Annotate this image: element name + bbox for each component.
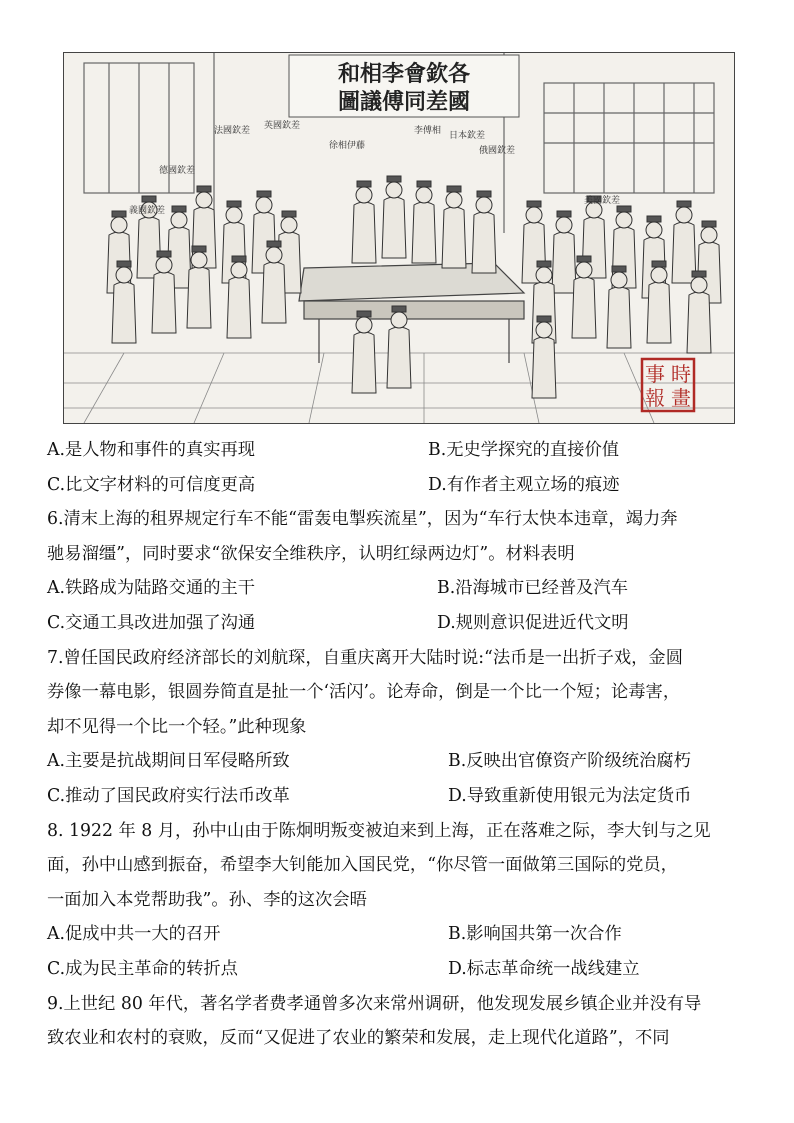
figure-person-head <box>536 322 552 338</box>
options-row <box>47 468 782 503</box>
options-row <box>47 917 782 952</box>
figure-person-head <box>701 227 717 243</box>
figure-person-head <box>356 187 372 203</box>
figure-person-head <box>116 267 132 283</box>
figure-person-head <box>196 192 212 208</box>
figure-person-hat <box>142 196 156 202</box>
figure-person-head <box>536 267 552 283</box>
figure-person-head <box>691 277 707 293</box>
figure-person-head <box>356 317 372 333</box>
figure-person-body <box>412 202 436 263</box>
figure-title-line1: 和相李會欽各 <box>337 61 471 87</box>
options-row <box>47 744 782 779</box>
figure-person-body <box>227 277 251 338</box>
svg-text:報: 報 <box>645 386 665 410</box>
figure-person-body <box>382 197 406 258</box>
figure-person-head <box>676 207 692 223</box>
figure-person-head <box>386 182 402 198</box>
question-7-stem: 却不见得一个比一个轻。”此种现象 <box>47 716 307 737</box>
option-b[interactable]: B.沿海城市已经普及汽车 <box>437 578 629 599</box>
figure-person-hat <box>702 221 716 227</box>
figure-person-body <box>572 277 596 338</box>
question-6-stem: 6.清末上海的租界规定行车不能“雷轰电掣疾流星”，因为“车行太快本违章，竭力奔 <box>47 509 678 530</box>
figure-person-head <box>231 262 247 278</box>
options-row <box>47 606 782 641</box>
figure-person-hat <box>192 246 206 252</box>
figure-person-head <box>526 207 542 223</box>
figure-person-hat <box>172 206 186 212</box>
figure-person-hat <box>652 261 666 267</box>
options-row <box>47 952 782 987</box>
figure-person-head <box>266 247 282 263</box>
figure-person-hat <box>447 186 461 192</box>
svg-text:時: 時 <box>671 362 691 386</box>
figure-person-hat <box>112 211 126 217</box>
question-7-stem: 7.曾任国民政府经济部长的刘航琛，自重庆离开大陆时说:“法币是一出折子戏，金圆 <box>47 647 683 668</box>
svg-text:畫: 畫 <box>671 386 691 410</box>
figure-person-hat <box>357 181 371 187</box>
figure-title-line2: 圖議傅同差國 <box>337 89 471 115</box>
figure-person-hat <box>282 211 296 217</box>
figure-person-hat <box>612 266 626 272</box>
figure-person-hat <box>357 311 371 317</box>
figure-person-head <box>281 217 297 233</box>
option-d[interactable]: D.有作者主观立场的痕迹 <box>428 474 620 495</box>
figure-person-head <box>171 212 187 228</box>
red-seal-stamp <box>642 359 694 411</box>
figure-label: 法國欽差 <box>214 126 251 136</box>
option-d[interactable]: D.导致重新使用银元为法定货币 <box>448 785 692 806</box>
figure-person-head <box>226 207 242 223</box>
figure-person-hat <box>267 241 281 247</box>
figure-label: 日本欽差 <box>449 131 486 141</box>
option-a[interactable]: A.铁路成为陆路交通的主干 <box>47 578 256 599</box>
figure-person-body <box>552 232 576 293</box>
figure-person-hat <box>557 211 571 217</box>
figure-person-hat <box>157 251 171 257</box>
option-b[interactable]: B.反映出官僚资产阶级统治腐朽 <box>448 751 691 772</box>
figure-person-hat <box>527 201 541 207</box>
question-8-stem: 面，孙中山感到振奋，希望李大钊能加入国民党，“你尽管一面做第三国际的党员， <box>47 855 678 876</box>
figure-person-body <box>262 262 286 323</box>
question-7-stem: 券像一幕电影，银圆券简直是扯一个‘活闪’。论寿命，倒是一个比一个短；论毒害， <box>47 682 681 703</box>
option-c[interactable]: C.比文字材料的可信度更高 <box>47 474 256 495</box>
option-c[interactable]: C.交通工具改进加强了沟通 <box>47 612 256 633</box>
figure-person-head <box>191 252 207 268</box>
option-c[interactable]: C.推动了国民政府实行法币改革 <box>47 785 290 806</box>
figure-person-head <box>391 312 407 328</box>
figure-person-hat <box>232 256 246 262</box>
figure-label: 李傅相 <box>414 126 442 136</box>
option-c[interactable]: C.成为民主革命的转折点 <box>47 958 238 979</box>
figure-person-hat <box>477 191 491 197</box>
figure-person-body <box>442 207 466 268</box>
options-row <box>47 779 782 814</box>
question-6-stem: 驰易溜缰”，同时要求“欲保安全维秩序，认明红绿两边灯”。材料表明 <box>47 543 575 564</box>
figure-person-hat <box>417 181 431 187</box>
figure-label: 義國欽差 <box>129 206 166 216</box>
figure-person-body <box>112 282 136 343</box>
figure-label: 德國欽差 <box>159 166 196 176</box>
figure-person-hat <box>692 271 706 277</box>
figure-person-body <box>472 212 496 273</box>
figure-person-body <box>687 292 711 353</box>
figure-person-body <box>352 332 376 393</box>
option-a[interactable]: A.促成中共一大的召开 <box>47 924 221 945</box>
svg-text:事: 事 <box>645 362 665 386</box>
option-a[interactable]: A.主要是抗战期间日军侵略所致 <box>47 751 290 772</box>
figure-person-body <box>387 327 411 388</box>
figure-person-body <box>152 272 176 333</box>
figure-person-head <box>256 197 272 213</box>
question-8-stem: 一面加入本党帮助我”。孙、李的这次会晤 <box>47 889 367 910</box>
figure-person-hat <box>117 261 131 267</box>
question-9-stem: 致农业和农村的衰败，反而“又促进了农业的繁荣和发展，走上现代化道路”，不同 <box>47 1028 670 1049</box>
figure-person-body <box>352 202 376 263</box>
figure-person-hat <box>537 261 551 267</box>
option-a[interactable]: A.是人物和事件的真实再现 <box>47 440 256 460</box>
figure-label: 徐相伊藤 <box>329 141 366 151</box>
figure-person-head <box>476 197 492 213</box>
figure-person-head <box>111 217 127 233</box>
figure-person-hat <box>647 216 661 222</box>
figure-label: 美國欽差 <box>584 196 621 206</box>
figure-person-hat <box>197 186 211 192</box>
figure-person-head <box>651 267 667 283</box>
figure-person-head <box>446 192 462 208</box>
options-row <box>47 433 782 468</box>
figure-person-body <box>187 267 211 328</box>
figure-person-body <box>532 337 556 398</box>
figure-person-hat <box>257 191 271 197</box>
figure-label: 俄國欽差 <box>479 146 516 156</box>
question-5-options <box>47 433 782 1056</box>
figure-person-head <box>616 212 632 228</box>
option-d[interactable]: D.规则意识促进近代文明 <box>437 612 629 633</box>
option-b[interactable]: B.影响国共第一次合作 <box>448 924 622 945</box>
figure-person-body <box>607 287 631 348</box>
figure-person-head <box>556 217 572 233</box>
figure-person-body <box>647 282 671 343</box>
option-d[interactable]: D.标志革命统一战线建立 <box>448 958 640 979</box>
option-b[interactable]: B.无史学探究的直接价值 <box>428 440 620 460</box>
question-9-stem: 9.上世纪 80 年代，著名学者费孝通曾多次来常州调研，他发现发展乡镇企业并没有导 <box>47 993 702 1014</box>
figure-person-hat <box>577 256 591 262</box>
figure-label: 英國欽差 <box>264 121 301 131</box>
historical-engraving-image <box>63 52 735 424</box>
figure-person-hat <box>227 201 241 207</box>
options-row <box>47 571 782 606</box>
figure-person-hat <box>677 201 691 207</box>
figure-person-head <box>646 222 662 238</box>
figure-person-head <box>611 272 627 288</box>
figure-person-hat <box>537 316 551 322</box>
question-8-stem: 8. 1922 年 8 月，孙中山由于陈炯明叛变被迫来到上海，正在落难之际，李大钊与之见 <box>47 820 711 841</box>
figure-person-hat <box>387 176 401 182</box>
figure-person-head <box>416 187 432 203</box>
figure-person-head <box>156 257 172 273</box>
figure-person-hat <box>392 306 406 312</box>
figure-person-head <box>576 262 592 278</box>
figure-person-hat <box>617 206 631 212</box>
